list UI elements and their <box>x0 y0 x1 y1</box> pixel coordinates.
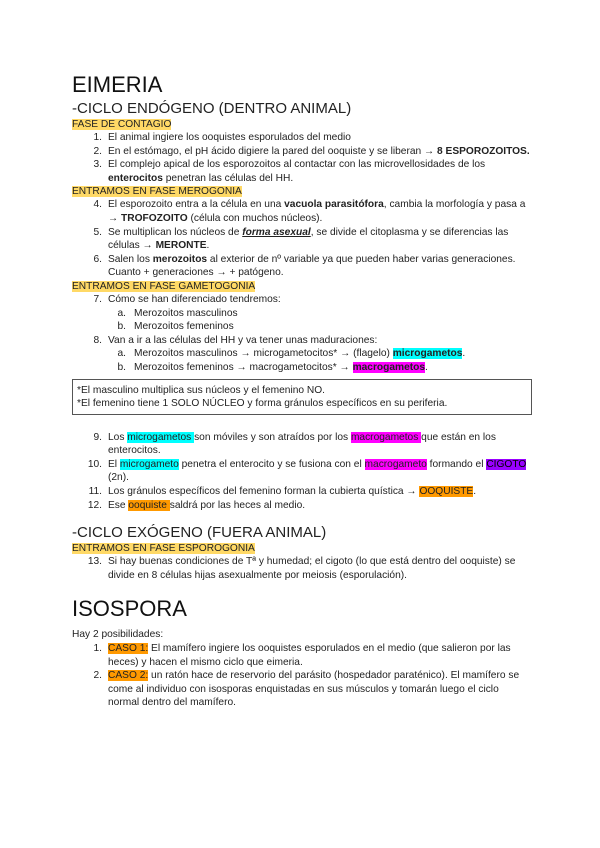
list-maduraciones <box>72 334 532 348</box>
isospora-intro: Hay 2 posibilidades: <box>72 629 164 641</box>
isospora-title: ISOSPORA <box>72 596 187 622</box>
note-box <box>72 379 532 415</box>
phase-gametogonia: ENTRAMOS EN FASE GAMETOGONIA <box>72 280 256 292</box>
list-isospora <box>72 642 532 710</box>
list-contagio <box>72 131 532 185</box>
list-item: 5. Se multiplican los núcleos de forma asexual, se divide el citoplasma y se diferencias las células → MERONTE. <box>93 226 509 252</box>
sub-list-item: b. Merozoitos femeninos <box>117 321 234 333</box>
sub-list-item: b. Merozoitos femeninos → macrogametocitos* → macrogametos. <box>117 361 428 373</box>
list-item: 2. CASO 2: un ratón hace de reservorio del parásito (hospedador paraténico). El mamífero se come al individuo con isosporas enquistadas en sus músculos y tomarán luego el ciclo normal dentro del mamífero. <box>93 670 520 709</box>
list-item: 10. El microgameto penetra el enterocito y se fusiona con el macrogameto formando el CIGOTO (2n). <box>87 458 527 484</box>
note-line: *El femenino tiene 1 SOLO NÚCLEO y forma gránulos específicos en su periferia. <box>77 398 448 410</box>
list-item: 13. Si hay buenas condiciones de Tª y humedad; el cigoto (lo que está dentro del ooquiste) se divide en 8 células hijas asexualmente por meiosis (esporulación). <box>87 556 516 581</box>
list-item: 4. El esporozoito entra a la célula en una vacuola parasitófora, cambia la morfología y pasa a → TROFOZOITO (célula con muchos núcleos). <box>93 199 526 224</box>
document-page <box>72 72 532 710</box>
list-item: 3. El complejo apical de los esporozoitos al contactar con las microvellosidades de los enterocitos penetran las células del HH. <box>93 159 486 184</box>
list-item: 8. Van a ir a las células del HH y va tener unas maduraciones: <box>93 334 378 346</box>
sub-list-item: a. Merozoitos masculinos → microgametocitos* → (flagelo) microgametos. <box>117 348 466 360</box>
sublist-merozoitos <box>72 307 532 334</box>
list-item: 1. CASO 1: El mamífero ingiere los ooquistes esporulados en el medio (que salieron por las heces) y hacen el mismo ciclo que eimeria. <box>93 643 511 668</box>
list-item: 6. Salen los merozoitos al exterior de nº variable ya que pueden haber varias generaciones. Cuanto + generaciones → + patógeno. <box>93 253 516 279</box>
exogeno-heading: -CICLO EXÓGENO (FUERA ANIMAL) <box>72 524 327 542</box>
list-item: 12. Ese ooquiste saldrá por las heces al medio. <box>87 499 306 511</box>
highlight-microgametos: microgametos <box>392 348 463 360</box>
list-item: 9. Los microgametos son móviles y son atraídos por los macrogametos que están en los enterocitos. <box>93 431 496 457</box>
list-gametogonia <box>72 293 532 307</box>
highlight-macrogametos: macrogametos <box>352 361 426 373</box>
phase-merogonia: ENTRAMOS EN FASE MEROGONIA <box>72 186 242 198</box>
sublist-maduraciones <box>72 347 532 374</box>
list-fecundacion <box>72 431 532 513</box>
list-item: 7. Cómo se han diferenciado tendremos: <box>93 293 281 305</box>
list-item: 1. El animal ingiere los ooquistes esporulados del medio <box>93 132 351 143</box>
phase-esporogonia: ENTRAMOS EN FASE ESPOROGONIA <box>72 543 255 555</box>
endogeno-heading: -CICLO ENDÓGENO (DENTRO ANIMAL) <box>72 100 352 117</box>
note-line: *El masculino multiplica sus núcleos y el femenino NO. <box>77 384 326 396</box>
list-merogonia <box>72 198 532 280</box>
list-esporogonia <box>72 555 532 582</box>
list-item: 11. Los gránulos específicos del femenino forman la cubierta quística → OOQUISTE. <box>88 486 477 498</box>
phase-contagio: FASE DE CONTAGIO <box>72 119 172 130</box>
list-item: 2. En el estómago, el pH ácido digiere la pared del ooquiste y se liberan → 8 ESPOROZOITOS. <box>93 145 530 157</box>
eimeria-title: EIMERIA <box>72 72 163 97</box>
sub-list-item: a. Merozoitos masculinos <box>117 307 238 319</box>
